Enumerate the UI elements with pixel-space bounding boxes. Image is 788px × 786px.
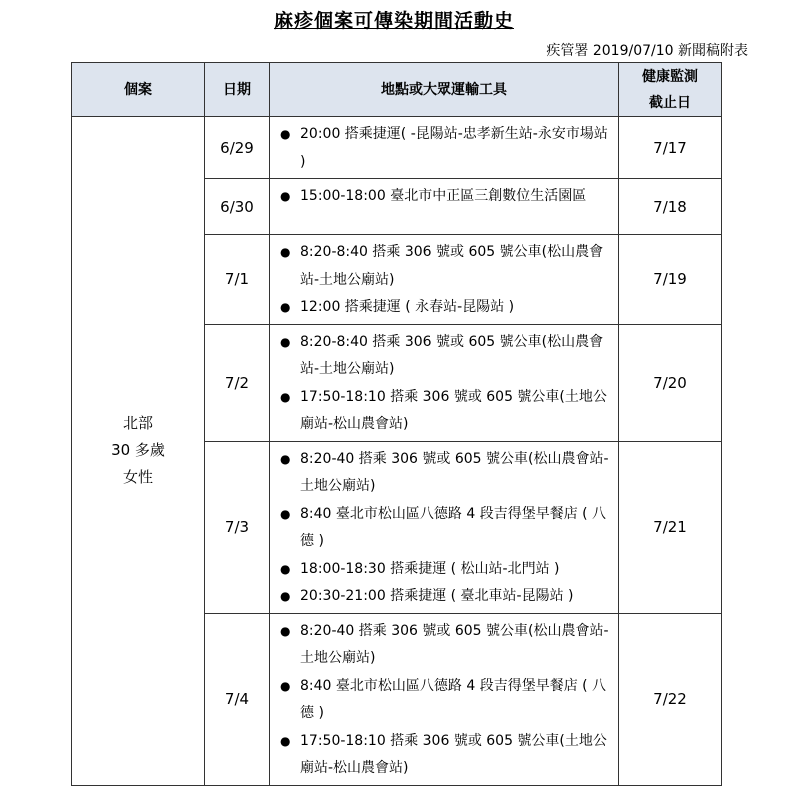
- cutoff-cell: 7/19: [619, 235, 722, 325]
- activity-text: 17:50-18:10 搭乘 306 號或 605 號公車(土地公廟站-松山農會站): [300, 388, 607, 432]
- activity-list: [280, 446, 612, 611]
- header-case: 個案: [72, 63, 205, 117]
- activity-text: 17:50-18:10 搭乘 306 號或 605 號公車(土地公廟站-松山農會站): [300, 732, 607, 776]
- case-info-line2: 30 多歲: [111, 441, 165, 460]
- list-item: [280, 446, 612, 501]
- list-item: [280, 329, 612, 384]
- list-item: [280, 183, 612, 211]
- bullet-icon: ●: [280, 589, 291, 603]
- case-info-line1: 北部: [122, 414, 153, 433]
- list-item: [280, 384, 612, 439]
- activities-cell: [270, 179, 619, 235]
- document-title: 麻疹個案可傳染期間活動史: [273, 10, 514, 32]
- cutoff-cell: 7/17: [619, 117, 722, 179]
- activities-cell: [270, 235, 619, 325]
- case-info-line3: 女性: [122, 468, 153, 487]
- list-item: [280, 673, 612, 728]
- activity-text: 20:30-21:00 搭乘捷運 ( 臺北車站-昆陽站 ): [300, 588, 574, 604]
- activity-list: [280, 183, 612, 211]
- activity-text: 12:00 搭乘捷運 ( 永春站-昆陽站 ): [300, 299, 515, 315]
- bullet-icon: ●: [280, 245, 291, 259]
- bullet-icon: ●: [280, 623, 291, 638]
- bullet-icon: ●: [280, 561, 291, 576]
- header-location: 地點或大眾運輸工具: [270, 63, 619, 117]
- activity-text: 15:00-18:00 臺北市中正區三創數位生活園區: [300, 188, 587, 204]
- list-item: [280, 728, 612, 783]
- date-cell: 6/30: [205, 179, 270, 235]
- list-item: [280, 556, 612, 584]
- table-row: [72, 117, 722, 179]
- header-cutoff-line1: 健康監測: [642, 68, 698, 85]
- bullet-icon: ●: [280, 389, 291, 404]
- cutoff-cell: 7/18: [619, 179, 722, 235]
- activity-text: 8:20-40 搭乘 306 號或 605 號公車(松山農會站-土地公廟站): [300, 622, 609, 666]
- activity-text: 8:20-8:40 搭乘 306 號或 605 號公車(松山農會站-土地公廟站): [300, 333, 604, 377]
- list-item: [280, 239, 612, 294]
- header-date: 日期: [205, 63, 270, 117]
- list-item: [280, 618, 612, 673]
- activities-cell: [270, 441, 619, 613]
- activity-table: [71, 62, 722, 786]
- bullet-icon: ●: [280, 506, 291, 521]
- bullet-icon: ●: [280, 733, 291, 748]
- activity-text: 18:00-18:30 搭乘捷運 ( 松山站-北門站 ): [300, 560, 560, 577]
- bullet-icon: ●: [280, 334, 291, 349]
- header-cutoff-line2: 截止日: [649, 94, 691, 111]
- header-row: [72, 63, 722, 117]
- bullet-icon: ●: [280, 300, 291, 314]
- activity-text: 8:20-40 搭乘 306 號或 605 號公車(松山農會站-土地公廟站): [300, 450, 609, 494]
- date-cell: 7/2: [205, 324, 270, 441]
- bullet-icon: ●: [280, 451, 291, 466]
- date-cell: 7/4: [205, 613, 270, 785]
- list-item: [280, 501, 612, 556]
- bullet-icon: ●: [280, 189, 291, 203]
- cutoff-cell: 7/22: [619, 613, 722, 785]
- activity-list: [280, 239, 612, 322]
- date-cell: 6/29: [205, 117, 270, 179]
- activity-list: [280, 618, 612, 783]
- activity-list: [280, 329, 612, 439]
- cutoff-cell: 7/20: [619, 324, 722, 441]
- activities-cell: [270, 613, 619, 785]
- cutoff-cell: 7/21: [619, 441, 722, 613]
- date-cell: 7/1: [205, 235, 270, 325]
- date-cell: 7/3: [205, 441, 270, 613]
- case-info-cell: [72, 117, 205, 786]
- list-item: [280, 121, 612, 176]
- document-subtitle: 疾管署 2019/07/10 新聞稿附表: [546, 43, 748, 59]
- list-item: [280, 583, 612, 611]
- activity-text: 8:40 臺北市松山區八德路 4 段吉得堡早餐店 ( 八德 ): [300, 677, 607, 721]
- activity-text: 8:40 臺北市松山區八德路 4 段吉得堡早餐店 ( 八德 ): [300, 505, 607, 549]
- activities-cell: [270, 324, 619, 441]
- bullet-icon: ●: [280, 678, 291, 693]
- activity-text: 20:00 搭乘捷運( -昆陽站-忠孝新生站-永安市場站 ): [300, 126, 608, 170]
- activity-list: [280, 121, 612, 176]
- activity-text: 8:20-8:40 搭乘 306 號或 605 號公車(松山農會站-土地公廟站): [300, 244, 604, 288]
- bullet-icon: ●: [280, 127, 291, 141]
- header-cutoff: [619, 63, 722, 117]
- activities-cell: [270, 117, 619, 179]
- list-item: [280, 294, 612, 322]
